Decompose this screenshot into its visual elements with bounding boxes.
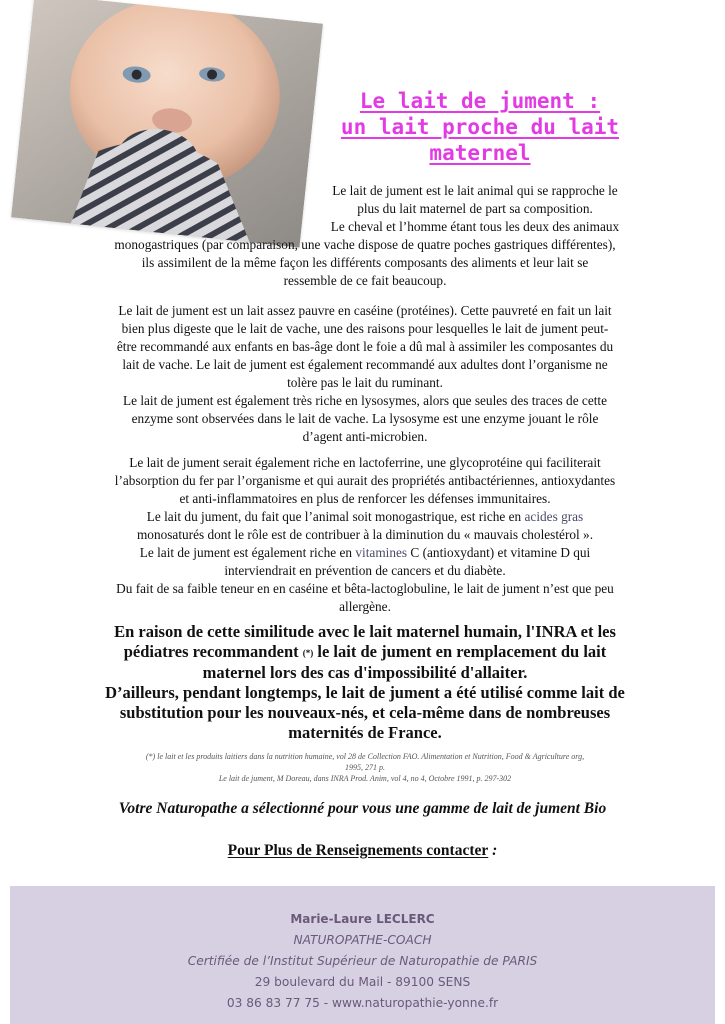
text-line: Du fait de sa faible teneur en en caséine et bêta-lactoglobuline, le lait de jument n’est que peu — [116, 581, 614, 596]
text-span: le lait de jument en remplacement du lait — [313, 642, 607, 661]
contact-colon: : — [488, 842, 498, 859]
text-span: Le lait du jument, du fait que l’animal soit monogastrique, est riche en — [146, 509, 525, 524]
text-line: allergène. — [339, 599, 391, 614]
paragraph-caseine — [82, 302, 648, 446]
contact-address: 29 boulevard du Mail - 89100 SENS — [254, 975, 471, 989]
text-line: être recommandé aux enfants en bas-âge dont le foie a dû mal à assimiler les composantes du — [116, 339, 614, 354]
text-line — [70, 642, 660, 663]
footnote-marker: (*) — [302, 648, 314, 658]
text-line: tolère pas le lait du ruminant. — [287, 375, 443, 390]
text-line: monosaturés dont le rôle est de contribuer à la diminution du « mauvais cholestérol ». — [136, 527, 594, 542]
reference-line: Le lait de jument, M Doreau, dans INRA Prod. Anim, vol 4, no 4, Octobre 1991, p. 297-302 — [218, 774, 512, 783]
text-line: et anti-inflammatoires en plus de renforcer les défenses immunitaires. — [179, 491, 551, 506]
contact-phone-web[interactable]: 03 86 83 77 75 - www.naturopathie-yonne.fr — [226, 996, 499, 1010]
text-line: bien plus digeste que le lait de vache, une des raisons pour lesquelles le lait de jument peut- — [121, 321, 609, 336]
text-line: l’absorption du fer par l’organisme et qui aurait des propriétés antibactériennes, antioxydantes — [114, 473, 616, 488]
text-line: plus du lait maternel de part sa composition. — [357, 201, 593, 216]
text-line: ils assimilent de la même façon les différents composants des aliments et leur lait se — [141, 255, 589, 270]
baby-photo — [11, 0, 323, 248]
text-line: Le lait de jument est un lait assez pauvre en caséine (protéines). Cette pauvreté en fait un lait — [118, 303, 612, 318]
text-line: maternel lors des cas d'impossibilité d'allaiter. — [202, 663, 528, 682]
contact-name: Marie-Laure LECLERC — [290, 912, 435, 926]
contact-heading — [40, 842, 685, 860]
text-line: substitution pour les nouveaux-nés, et cela-même dans de nombreuses — [119, 703, 611, 722]
text-line: Le lait de jument est également très riche en lysosymes, alors que seules des traces de cette — [122, 393, 608, 408]
contact-label: Pour Plus de Renseignements contacter — [227, 842, 489, 859]
reference-line: 1995, 271 p. — [345, 763, 385, 772]
text-line: enzyme sont observées dans le lait de vache. La lysosyme est une enzyme jouant le rôle — [131, 411, 599, 426]
text-span: pédiatres recommandent — [123, 642, 303, 661]
text-line: D’ailleurs, pendant longtemps, le lait de jument a été utilisé comme lait de — [105, 683, 625, 702]
text-span: Le lait de jument est également riche en — [139, 545, 356, 560]
naturopathe-statement: Votre Naturopathe a sélectionné pour vous une gamme de lait de jument Bio — [118, 800, 607, 817]
text-line: monogastriques (par comparaison, une vache dispose de quatre poches gastriques différentes), — [114, 237, 616, 252]
text-span: C (antioxydant) et vitamine D qui — [407, 545, 591, 560]
reference-line: (*) le lait et les produits laitiers dans la nutrition humaine, vol 28 de Collection FAO. Alimentation et Nutrition, Food & Agriculture org, — [145, 752, 585, 761]
text-line: d’agent anti-microbien. — [302, 429, 428, 444]
title-line: Le lait de jument : — [359, 89, 601, 113]
title-line: maternel — [429, 141, 531, 165]
acides-gras-link[interactable]: acides gras — [524, 509, 584, 524]
paragraph-lactoferrine — [82, 454, 648, 616]
text-line: interviendrait en prévention de cancers et du diabète. — [224, 563, 506, 578]
intro-paragraph — [310, 182, 640, 236]
text-line — [82, 508, 648, 526]
references — [90, 751, 640, 784]
contact-role: NATUROPATHE-COACH — [293, 933, 432, 947]
baby-illustration — [11, 0, 323, 248]
text-line: En raison de cette similitude avec le lait maternel humain, l'INRA et les — [114, 622, 616, 641]
page-title — [310, 88, 650, 166]
text-line — [82, 544, 648, 562]
text-line: Le lait de jument est le lait animal qui se rapproche le — [332, 183, 618, 198]
paragraph-monogastric — [82, 236, 648, 290]
text-line: Le cheval et l’homme étant tous les deux des animaux — [330, 219, 620, 234]
title-line: un lait proche du lait — [340, 115, 620, 139]
vitamines-link[interactable]: vitamines — [355, 545, 408, 560]
contact-certification: Certifiée de l’Institut Supérieur de Naturopathie de PARIS — [187, 954, 538, 968]
text-line: maternités de France. — [288, 723, 442, 742]
text-line: ressemble de ce fait beaucoup. — [283, 273, 447, 288]
text-line: lait de vache. Le lait de jument est également recommandé aux adultes dont l’organisme ne — [122, 357, 608, 372]
recommendation-block — [70, 622, 660, 743]
contact-footer — [10, 886, 715, 1024]
text-line: Le lait de jument serait également riche en lactoferrine, une glycoprotéine qui faciliterait — [129, 455, 601, 470]
